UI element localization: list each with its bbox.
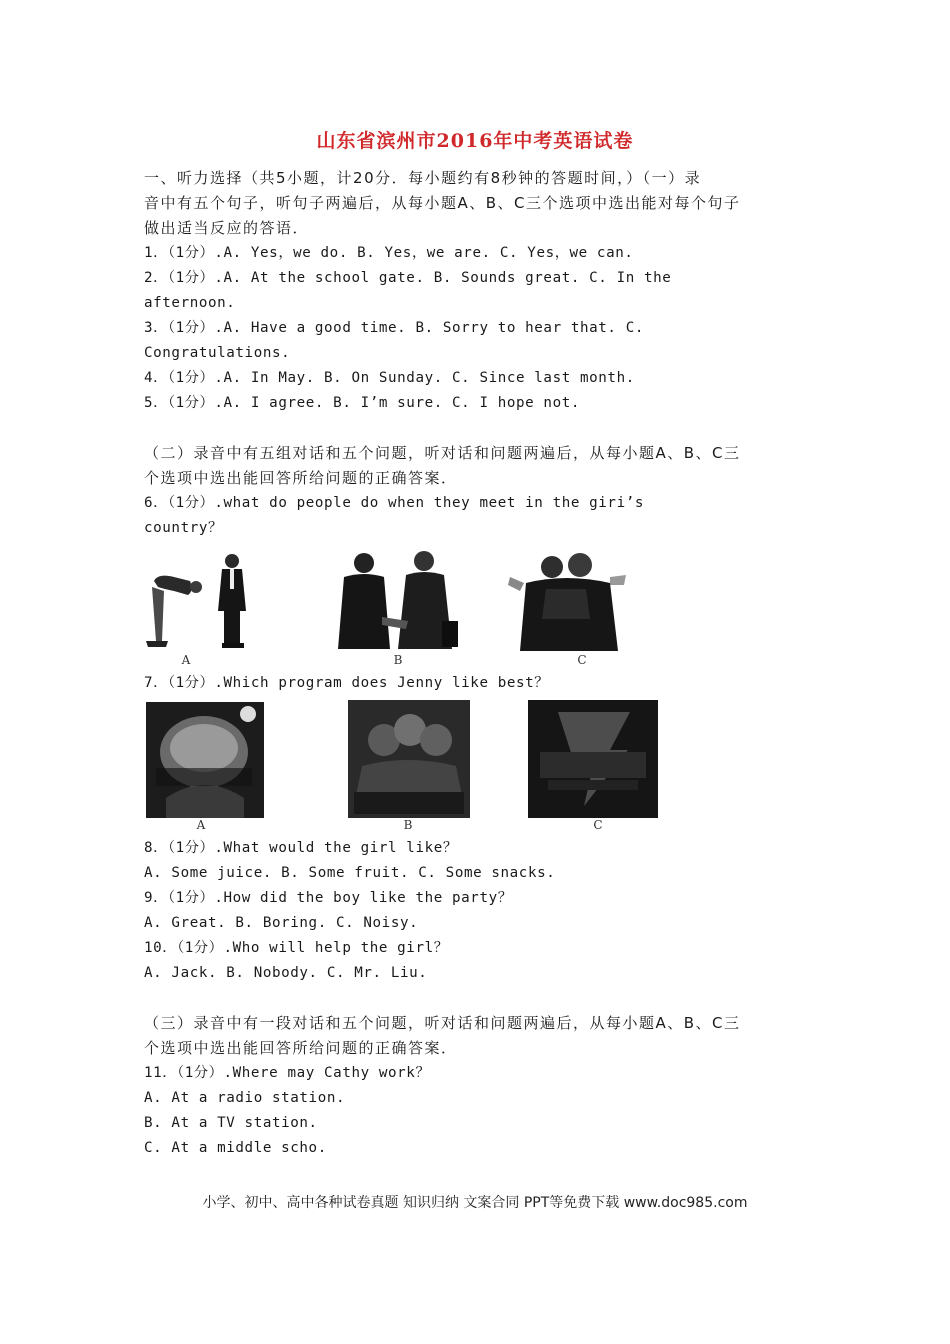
question-7: 7．（1分）.Which program does Jenny like best？ <box>144 675 550 691</box>
question-8-options: A. Some juice. B. Some fruit. C. Some snacks. <box>144 865 556 881</box>
question-3-line2: Congratulations. <box>144 345 291 361</box>
question-6-line1: 6．（1分）.what do people do when they meet in the giri’s <box>144 495 644 511</box>
section2-intro-line1: （二）录音中有五组对话和五个问题，听对话和问题两遍后，从每小题A、B、C三 <box>144 444 741 462</box>
question-11-option-c: C. At a middle scho. <box>144 1140 327 1156</box>
question-2-line2: afternoon. <box>144 295 236 311</box>
question-4: 4．（1分）.A. In May. B. On Sunday. C. Since last month. <box>144 370 635 386</box>
page-footer: 小学、初中、高中各种试卷真题 知识归纳 文案合同 PPT等免费下载 www.doc985.com <box>202 1195 748 1211</box>
q6-option-c-label: C <box>577 653 587 667</box>
question-9: 9．（1分）.How did the boy like the party？ <box>144 890 513 906</box>
question-6-images <box>144 541 809 671</box>
question-6-line2: country？ <box>144 520 223 536</box>
page-title: 山东省滨州市2016年中考英语试卷 <box>316 130 634 152</box>
question-3-line1: 3．（1分）.A. Have a good time. B. Sorry to hear that. C. <box>144 320 644 336</box>
q6-option-a-label: A <box>181 653 191 667</box>
section3-intro-line1: （三）录音中有一段对话和五个问题，听对话和问题两遍后，从每小题A、B、C三 <box>144 1014 741 1032</box>
section3-intro-line2: 个选项中选出能回答所给问题的正确答案． <box>144 1039 458 1057</box>
question-2-line1: 2．（1分）.A. At the school gate. B. Sounds great. C. In the <box>144 270 672 286</box>
question-11: 11．（1分）.Where may Cathy work？ <box>144 1065 431 1081</box>
tv-program-b-image <box>348 700 470 818</box>
bowing-greeting-image <box>144 551 256 653</box>
section1-intro-line2: 音中有五个句子，听句子两遍后，从每小题A、B、C三个选项中选出能对每个句子 <box>144 194 741 212</box>
question-8: 8．（1分）.What would the girl like？ <box>144 840 458 856</box>
q6-option-b-label: B <box>393 653 403 667</box>
question-11-option-b: B. At a TV station. <box>144 1115 318 1131</box>
question-11-option-a: A. At a radio station. <box>144 1090 346 1106</box>
hug-greeting-image <box>506 549 628 653</box>
tv-program-a-image <box>146 702 264 818</box>
q7-option-c-label: C <box>593 818 603 832</box>
question-10: 10．（1分）.Who will help the girl？ <box>144 940 449 956</box>
tv-program-c-image <box>528 700 658 818</box>
question-1: 1．（1分）.A. Yes，we do. B. Yes，we are. C. Yes，we can. <box>144 245 634 261</box>
question-7-images <box>144 698 809 836</box>
q7-option-a-label: A <box>196 818 206 832</box>
section1-intro-line1: 一、听力选择（共5小题，计20分．每小题约有8秒钟的答题时间，）（一）录 <box>144 169 702 187</box>
question-5: 5．（1分）.A. I agree. B. I’m sure. C. I hope not. <box>144 395 580 411</box>
question-10-options: A. Jack. B. Nobody. C. Mr. Liu. <box>144 965 428 981</box>
section2-intro-line2: 个选项中选出能回答所给问题的正确答案． <box>144 469 458 487</box>
q7-option-b-label: B <box>403 818 413 832</box>
question-9-options: A. Great. B. Boring. C. Noisy. <box>144 915 419 931</box>
exam-content <box>144 166 809 1161</box>
handshake-greeting-image <box>334 551 464 653</box>
section1-intro-line3: 做出适当反应的答语． <box>144 219 310 237</box>
